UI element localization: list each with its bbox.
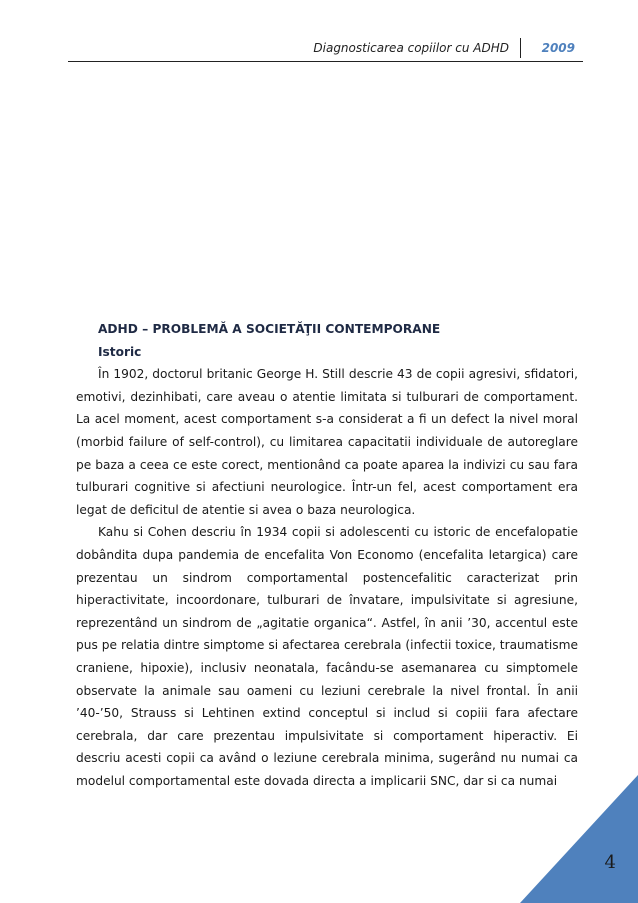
document-body: [76, 318, 578, 792]
subsection-heading: Istoric: [98, 344, 142, 359]
header-year: 2009: [541, 41, 575, 55]
paragraph-1: În 1902, doctorul britanic George H. Still descrie 43 de copii agresivi, sfidatori, emotivi, dezinhibati, care aveau o atentie limitata si tulburari de comportament. La acel moment, acest comportament s-a considerat a fi un defect la nivel moral (morbid failure of self-control), cu limitarea capacitatii individuale de autoreglare pe baza a ceea ce este corect, mentionând ca poate aparea la indivizi cu sau fara tulburari cognitive si afectiuni neurologice. Într-un fel, acest comportament era legat de deficitul de atentie si avea o baza neurologica.: [76, 367, 578, 517]
paragraph-2: Kahu si Cohen descriu în 1934 copii si adolescenti cu istoric de encefalopatie dobândita dupa pandemia de encefalita Von Economo (encefalita letargica) care prezentau un sindrom comportamental postencefalitic caracterizat prin hiperactivitate, incoordonare, tulburari de învatare, impulsivitate si agresiune, reprezentând un sindrom de „agitatie organica“. Astfel, în anii ’30, accentul este pus pe relatia dintre simptome si afectarea cerebrala (infectii toxice, traumatisme craniene, hipoxie), inclusiv neonatala, facându-se asemanarea cu simptomele observate la animale sau oameni cu leziuni cerebrale la nivel frontal. În anii ’40-’50, Strauss si Lehtinen extind conceptul si includ si copiii fara afectare cerebrala, dar care prezentau impulsivitate si comportament hiperactiv. Ei descriu acesti copii ca având o leziune cerebrala minima, sugerând nu numai ca modelul comportamental este dovada directa a implicarii SNC, dar si ca numai: [76, 525, 578, 788]
header-title: Diagnosticarea copiilor cu ADHD: [313, 41, 509, 55]
corner-accent: [520, 775, 638, 903]
header-rule: [68, 61, 583, 62]
page-number: 4: [604, 852, 616, 873]
page-header: [68, 34, 583, 62]
header-separator: [520, 38, 521, 58]
section-heading: ADHD – PROBLEMĂ A SOCIETĂŢII CONTEMPORANE: [98, 322, 441, 336]
